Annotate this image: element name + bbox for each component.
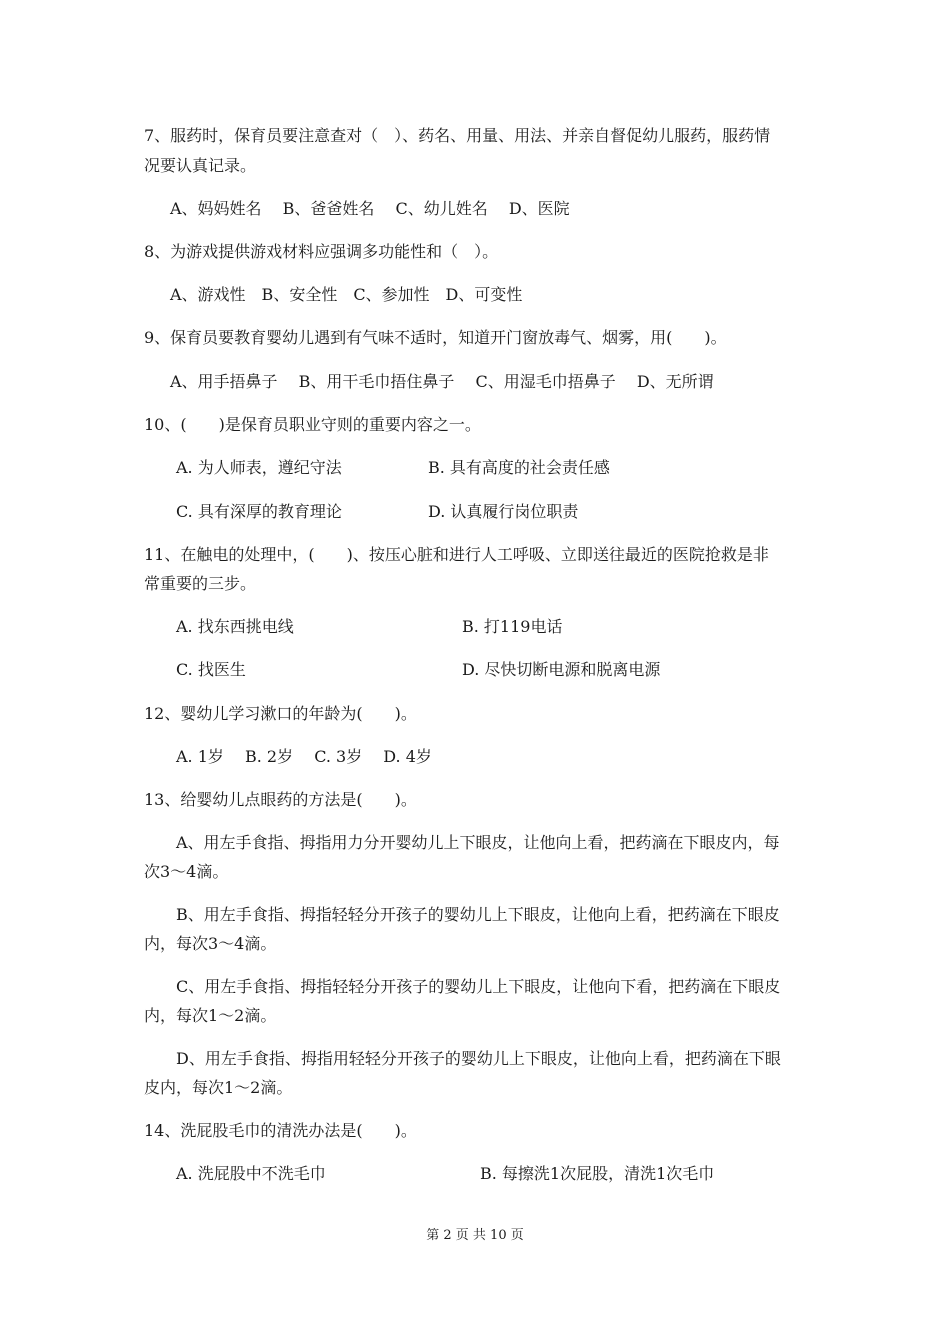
question-9-options: A、用手捂鼻子 B、用干毛巾捂住鼻子 C、用湿毛巾捂鼻子 D、无所谓 [170, 372, 714, 391]
question-13-option-c-line-1: C、用左手食指、拇指轻轻分开孩子的婴幼儿上下眼皮，让他向下看，把药滴在下眼皮 [176, 977, 781, 996]
question-7-options: A、妈妈姓名 B、爸爸姓名 C、幼儿姓名 D、医院 [170, 199, 570, 218]
question-12-options: A. 1岁 B. 2岁 C. 3岁 D. 4岁 [176, 747, 432, 766]
question-11-option-a: A. 找东西挑电线 [176, 617, 294, 636]
question-10-option-a: A. 为人师表，遵纪守法 [176, 458, 342, 477]
question-13-option-d-line-1: D、用左手食指、拇指用轻轻分开孩子的婴幼儿上下眼皮，让他向上看，把药滴在下眼 [176, 1049, 781, 1068]
question-13-option-b-line-2: 内，每次3～4滴。 [144, 934, 277, 953]
question-10-option-c: C. 具有深厚的教育理论 [176, 502, 342, 521]
question-7-line-1: 7、服药时，保育员要注意查对（ ）、药名、用量、用法、并亲自督促幼儿服药，服药情 [144, 126, 771, 145]
question-13-line-1: 13、给婴幼儿点眼药的方法是( )。 [144, 790, 417, 809]
question-10-option-b: B. 具有高度的社会责任感 [428, 458, 610, 477]
question-9-line-1: 9、保育员要教育婴幼儿遇到有气味不适时，知道开门窗放毒气、烟雾，用( )。 [144, 328, 727, 347]
question-13-option-b-line-1: B、用左手食指、拇指轻轻分开孩子的婴幼儿上下眼皮，让他向上看，把药滴在下眼皮 [176, 905, 780, 924]
question-12-line-1: 12、婴幼儿学习漱口的年龄为( )。 [144, 704, 417, 723]
question-7-line-2: 况要认真记录。 [144, 156, 257, 175]
question-8-options: A、游戏性 B、安全性 C、参加性 D、可变性 [170, 285, 523, 304]
page-number: 第 2 页 共 10 页 [426, 1228, 524, 1243]
question-11-option-b: B. 打119电话 [462, 617, 563, 636]
question-11-option-d: D. 尽快切断电源和脱离电源 [462, 660, 661, 679]
question-10-option-d: D. 认真履行岗位职责 [428, 502, 579, 521]
question-11-line-2: 常重要的三步。 [144, 574, 257, 593]
question-13-option-a-line-1: A、用左手食指、拇指用力分开婴幼儿上下眼皮，让他向上看，把药滴在下眼皮内，每 [176, 833, 780, 852]
question-13-option-a-line-2: 次3～4滴。 [144, 862, 229, 881]
question-14-option-a: A. 洗屁股中不洗毛巾 [176, 1164, 326, 1183]
question-13-option-d-line-2: 皮内，每次1～2滴。 [144, 1078, 293, 1097]
question-14-option-b: B. 每擦洗1次屁股，清洗1次毛巾 [480, 1164, 715, 1183]
question-13-option-c-line-2: 内，每次1～2滴。 [144, 1006, 277, 1025]
question-8-line-1: 8、为游戏提供游戏材料应强调多功能性和（ ）。 [144, 242, 499, 261]
question-14-line-1: 14、洗屁股毛巾的清洗办法是( )。 [144, 1121, 417, 1140]
question-10-line-1: 10、( )是保育员职业守则的重要内容之一。 [144, 415, 481, 434]
question-11-option-c: C. 找医生 [176, 660, 246, 679]
question-11-line-1: 11、在触电的处理中，( )、按压心脏和进行人工呼吸、立即送往最近的医院抢救是非 [144, 545, 769, 564]
